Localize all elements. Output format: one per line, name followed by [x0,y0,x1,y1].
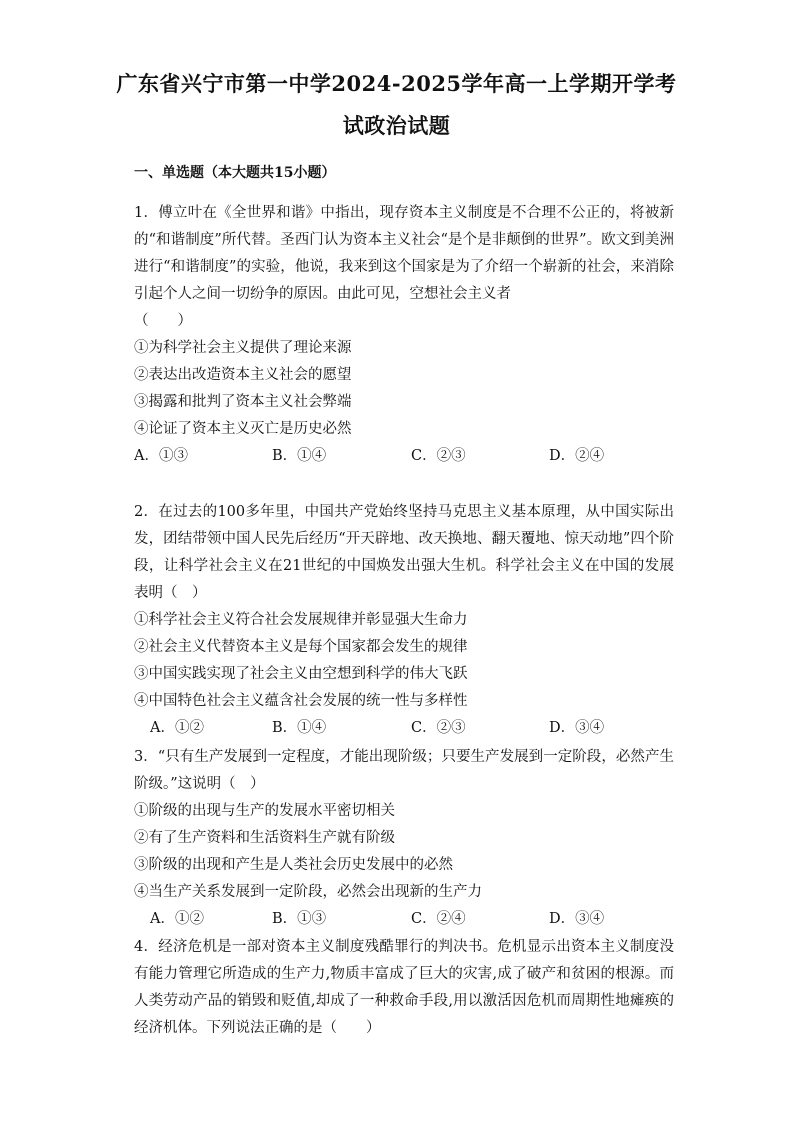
question-1-choice-b[interactable]: B．①④ [272,448,327,464]
question-1-stem: 1．傅立叶在《全世界和谐》中指出，现存资本主义制度是不合理不公正的，将被新的“和谐制度”所代替。圣西门认为资本主义社会“是个是非颠倒的世界”。欧文到美洲进行“和谐制度”的实验，他说，我来到这个国家是为了介绍一个崭新的社会，来消除引起个人之间一切纷争的原因。由此可见，空想社会主义者 [134,205,674,302]
question-3-option-1: ①阶级的出现与生产的发展水平密切相关 [134,803,395,819]
question-2-choices [134,715,674,742]
question-3-choice-c[interactable]: C．②④ [411,911,466,927]
question-1-choice-d[interactable]: D．②④ [549,448,605,464]
question-1-option-1: ①为科学社会主义提供了理论来源 [134,340,352,356]
question-1-option-3: ③揭露和批判了资本主义社会弊端 [134,394,352,410]
question-3-stem: 3．“只有生产发展到一定程度，才能出现阶级；只要生产发展到一定阶段，必然产生阶级。”这说明（ ） [134,749,674,792]
question-3-option-4: ④当生产关系发展到一定阶段，必然会出现新的生产力 [134,884,482,900]
question-1-blank: （ ） [134,313,192,329]
question-1-option-4: ④论证了资本主义灭亡是历史必然 [134,421,352,437]
question-3-choice-b[interactable]: B．①③ [272,911,327,927]
question-1-choice-a[interactable]: A．①③ [134,448,188,464]
section-heading: 一、单选题（本大题共15小题） [134,165,336,181]
question-2-stem: 2．在过去的100多年里，中国共产党始终坚持马克思主义基本原理，从中国实际出发，团结带领中国人民先后经历“开天辟地、改天换地、翻天覆地、惊天动地”四个阶段，让科学社会主义在21世纪的中国焕发出强大生机。科学社会主义在中国的发展表明（ ） [134,504,674,601]
question-2-option-2: ②社会主义代替资本主义是每个国家都会发生的规律 [134,639,468,655]
question-3-choice-a[interactable]: A．①② [150,911,204,927]
question-2-choice-a[interactable]: A．①② [150,720,204,736]
question-1-choice-c[interactable]: C．②③ [411,448,466,464]
question-1-option-2: ②表达出改造资本主义社会的愿望 [134,367,352,383]
question-3-choice-d[interactable]: D．③④ [549,911,605,927]
question-2-option-1: ①科学社会主义符合社会发展规律并彰显强大生命力 [134,612,468,628]
question-2-choice-b[interactable]: B．①④ [272,720,327,736]
question-2 [134,499,674,742]
question-3-choices [134,906,674,933]
document-title-line2: 试政治试题 [342,113,451,138]
question-2-option-3: ③中国实践实现了社会主义由空想到科学的伟大飞跃 [134,666,468,682]
question-2-option-4: ④中国特色社会主义蕴含社会发展的统一性与多样性 [134,693,468,709]
question-3 [134,744,674,933]
question-1-choices [134,443,674,470]
question-3-option-2: ②有了生产资料和生活资料生产就有阶级 [134,830,395,846]
document-title-line1: 广东省兴宁市第一中学2024-2025学年高一上学期开学考 [116,71,677,96]
question-1 [134,200,674,470]
question-2-choice-c[interactable]: C．②③ [411,720,466,736]
question-2-choice-d[interactable]: D．③④ [549,720,605,736]
question-4 [134,934,674,1042]
question-4-stem: 4．经济危机是一部对资本主义制度残酷罪行的判决书。危机显示出资本主义制度没有能力管理它所造成的生产力,物质丰富成了巨大的灾害,成了破产和贫困的根源。而人类劳动产品的销毁和贬值,却成了一种救命手段,用以激活因危机而周期性地瘫痪的经济机体。下列说法正确的是（ ） [134,939,674,1036]
question-3-option-3: ③阶级的出现和产生是人类社会历史发展中的必然 [134,857,453,873]
